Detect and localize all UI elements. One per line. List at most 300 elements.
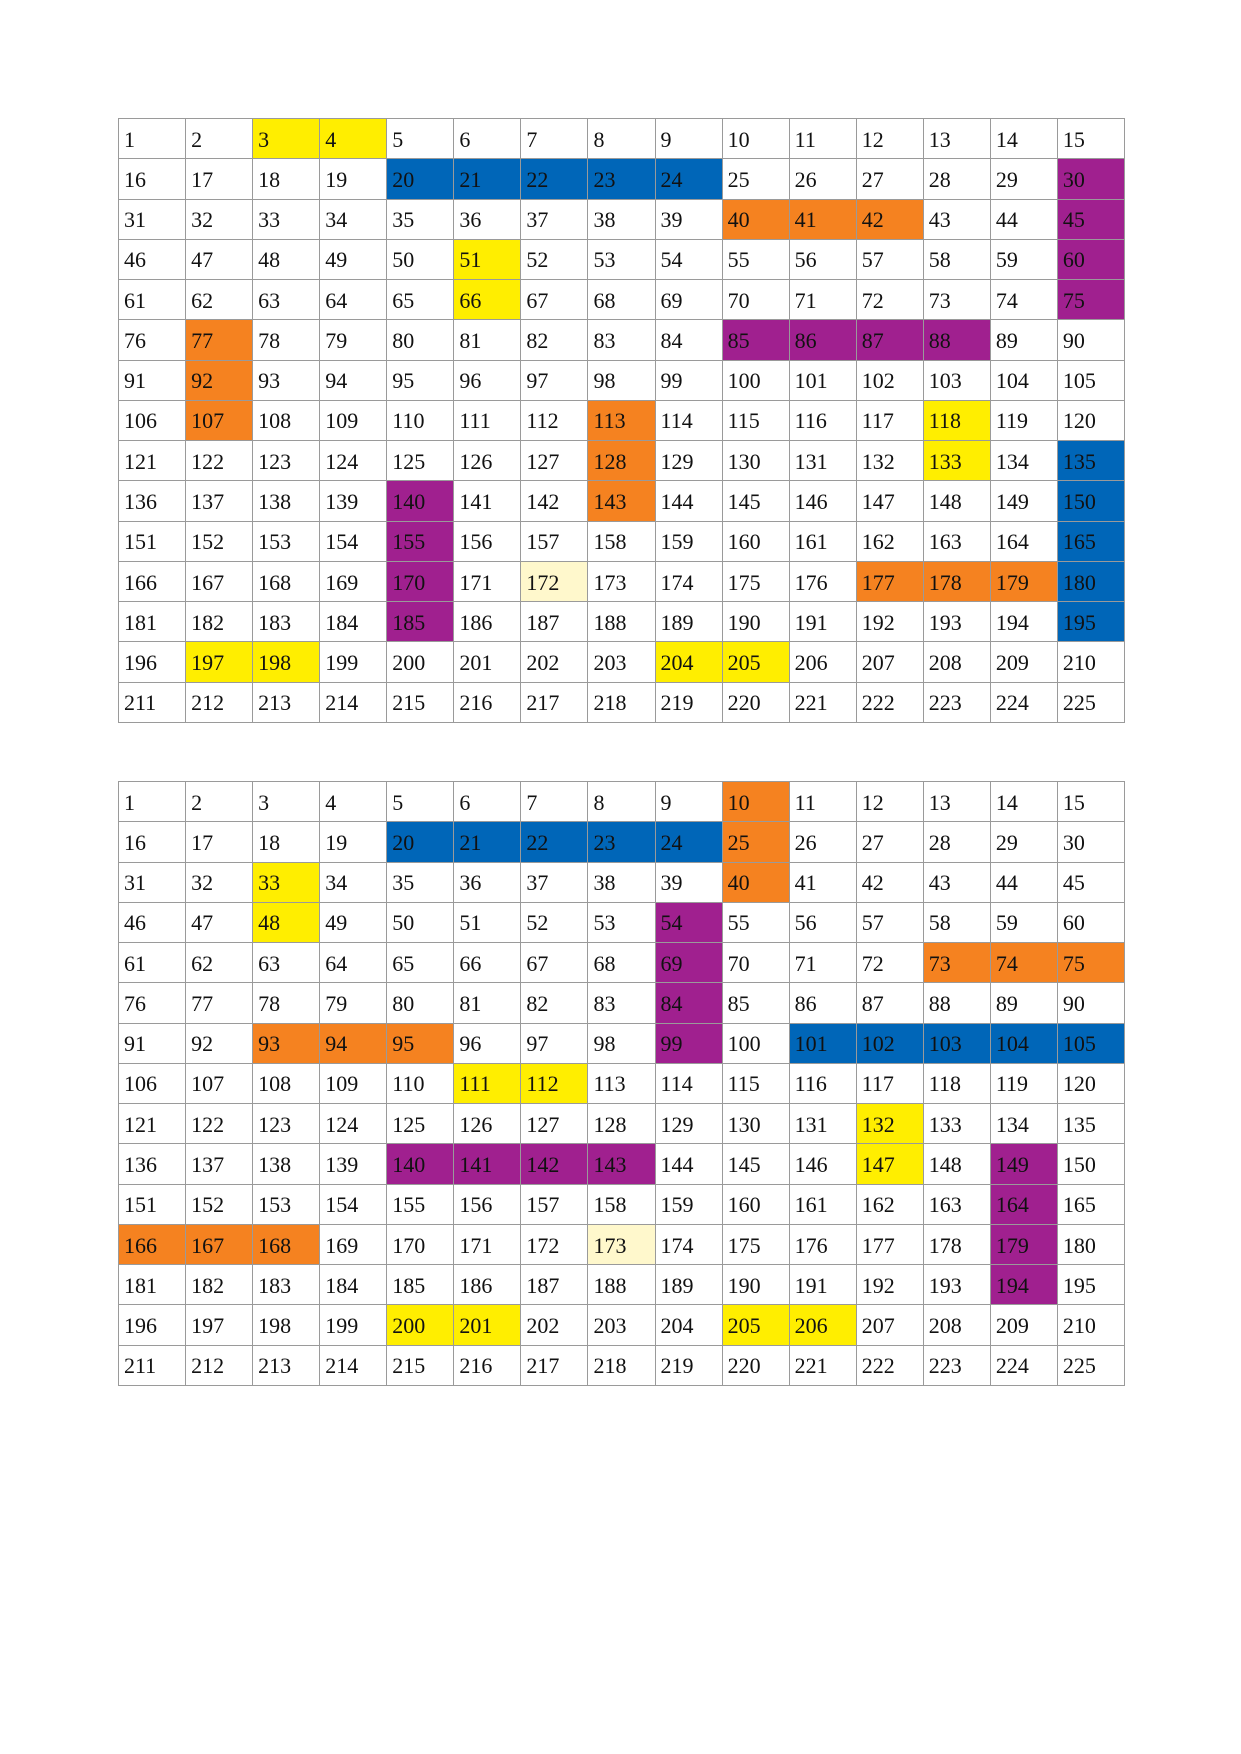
grid-cell: 106 — [119, 401, 186, 441]
highlighted-cell: 22 — [521, 822, 588, 862]
grid-cell: 47 — [186, 903, 253, 943]
grid-cell: 166 — [119, 562, 186, 602]
grid-cell: 98 — [588, 361, 655, 401]
grid-cell: 116 — [790, 1064, 857, 1104]
grid-cell: 219 — [656, 683, 723, 723]
grid-cell: 225 — [1058, 683, 1125, 723]
grid-cell: 57 — [857, 240, 924, 280]
highlighted-cell: 40 — [723, 863, 790, 903]
grid-cell: 215 — [387, 683, 454, 723]
grid-cell: 71 — [790, 280, 857, 320]
grid-cell: 124 — [320, 441, 387, 481]
grid-cell: 198 — [253, 1305, 320, 1345]
grid-cell: 175 — [723, 1225, 790, 1265]
grid-cell: 185 — [387, 1265, 454, 1305]
highlighted-cell: 165 — [1058, 522, 1125, 562]
grid-cell: 187 — [521, 602, 588, 642]
grid-cell: 8 — [588, 119, 655, 159]
highlighted-cell: 74 — [991, 943, 1058, 983]
highlighted-cell: 41 — [790, 200, 857, 240]
grid-cell: 134 — [991, 441, 1058, 481]
grid-cell: 164 — [991, 522, 1058, 562]
grid-cell: 119 — [991, 401, 1058, 441]
grid-cell: 141 — [454, 481, 521, 521]
grid-cell: 216 — [454, 1346, 521, 1386]
grid-cell: 43 — [924, 863, 991, 903]
grid-cell: 218 — [588, 1346, 655, 1386]
grid-cell: 16 — [119, 822, 186, 862]
grid-cell: 37 — [521, 863, 588, 903]
highlighted-cell: 197 — [186, 642, 253, 682]
highlighted-cell: 147 — [857, 1144, 924, 1184]
grid-cell: 131 — [790, 1104, 857, 1144]
grid-cell: 176 — [790, 562, 857, 602]
grid-cell: 70 — [723, 943, 790, 983]
highlighted-cell: 66 — [454, 280, 521, 320]
grid-cell: 115 — [723, 1064, 790, 1104]
grid-cell: 196 — [119, 642, 186, 682]
highlighted-cell: 107 — [186, 401, 253, 441]
grid-cell: 69 — [656, 280, 723, 320]
highlighted-cell: 185 — [387, 602, 454, 642]
grid-cell: 7 — [521, 782, 588, 822]
grid-cell: 26 — [790, 159, 857, 199]
grid-cell: 9 — [656, 119, 723, 159]
grid-cell: 209 — [991, 1305, 1058, 1345]
grid-cell: 8 — [588, 782, 655, 822]
highlighted-cell: 103 — [924, 1024, 991, 1064]
grid-cell: 1 — [119, 782, 186, 822]
grid-cell: 56 — [790, 903, 857, 943]
grid-cell: 59 — [991, 240, 1058, 280]
grid-cell: 59 — [991, 903, 1058, 943]
grid-cell: 112 — [521, 401, 588, 441]
grid-cell: 220 — [723, 1346, 790, 1386]
grid-cell: 37 — [521, 200, 588, 240]
grid-cell: 68 — [588, 280, 655, 320]
highlighted-cell: 21 — [454, 159, 521, 199]
grid-cell: 187 — [521, 1265, 588, 1305]
grid-cell: 96 — [454, 361, 521, 401]
grid-cell: 97 — [521, 361, 588, 401]
grid-cell: 28 — [924, 159, 991, 199]
grid-cell: 191 — [790, 602, 857, 642]
highlighted-cell: 86 — [790, 320, 857, 360]
grid-cell: 82 — [521, 983, 588, 1023]
highlighted-cell: 54 — [656, 903, 723, 943]
highlighted-cell: 135 — [1058, 441, 1125, 481]
grid-cell: 144 — [656, 1144, 723, 1184]
number-grid-2 — [118, 781, 1125, 1386]
grid-cell: 83 — [588, 320, 655, 360]
grid-cell: 220 — [723, 683, 790, 723]
highlighted-cell: 92 — [186, 361, 253, 401]
grid-cell: 208 — [924, 642, 991, 682]
grid-cell: 6 — [454, 119, 521, 159]
grid-cell: 62 — [186, 280, 253, 320]
highlighted-cell: 24 — [656, 822, 723, 862]
highlighted-cell: 142 — [521, 1144, 588, 1184]
grid-cell: 204 — [656, 1305, 723, 1345]
grid-cell: 126 — [454, 1104, 521, 1144]
grid-cell: 77 — [186, 983, 253, 1023]
grid-cell: 64 — [320, 280, 387, 320]
grid-cell: 58 — [924, 240, 991, 280]
grid-cell: 216 — [454, 683, 521, 723]
grid-cell: 155 — [387, 1185, 454, 1225]
grid-cell: 57 — [857, 903, 924, 943]
highlighted-cell: 143 — [588, 1144, 655, 1184]
grid-cell: 72 — [857, 943, 924, 983]
grid-cell: 46 — [119, 240, 186, 280]
grid-cell: 156 — [454, 522, 521, 562]
highlighted-cell: 30 — [1058, 159, 1125, 199]
grid-cell: 194 — [991, 602, 1058, 642]
grid-cell: 199 — [320, 1305, 387, 1345]
grid-cell: 135 — [1058, 1104, 1125, 1144]
grid-cell: 44 — [991, 863, 1058, 903]
grid-cell: 146 — [790, 1144, 857, 1184]
grid-cell: 171 — [454, 1225, 521, 1265]
grid-cell: 79 — [320, 983, 387, 1023]
grid-cell: 89 — [991, 983, 1058, 1023]
grid-cell: 29 — [991, 822, 1058, 862]
grid-cell: 104 — [991, 361, 1058, 401]
grid-cell: 145 — [723, 1144, 790, 1184]
highlighted-cell: 112 — [521, 1064, 588, 1104]
grid-cell: 17 — [186, 822, 253, 862]
grid-cell: 87 — [857, 983, 924, 1023]
grid-cell: 212 — [186, 683, 253, 723]
grid-cell: 161 — [790, 1185, 857, 1225]
grid-cell: 52 — [521, 240, 588, 280]
highlighted-cell: 143 — [588, 481, 655, 521]
grid-cell: 168 — [253, 562, 320, 602]
highlighted-cell: 25 — [723, 822, 790, 862]
highlighted-cell: 149 — [991, 1144, 1058, 1184]
grid-cell: 76 — [119, 320, 186, 360]
grid-cell: 19 — [320, 159, 387, 199]
grid-cell: 183 — [253, 602, 320, 642]
grid-cell: 61 — [119, 943, 186, 983]
grid-cell: 111 — [454, 401, 521, 441]
grid-cell: 127 — [521, 1104, 588, 1144]
grid-cell: 225 — [1058, 1346, 1125, 1386]
grid-cell: 123 — [253, 441, 320, 481]
highlighted-cell: 75 — [1058, 943, 1125, 983]
grid-cell: 218 — [588, 683, 655, 723]
grid-cell: 113 — [588, 1064, 655, 1104]
grid-cell: 83 — [588, 983, 655, 1023]
grid-cell: 106 — [119, 1064, 186, 1104]
grid-cell: 28 — [924, 822, 991, 862]
grid-cell: 131 — [790, 441, 857, 481]
highlighted-cell: 155 — [387, 522, 454, 562]
grid-cell: 36 — [454, 200, 521, 240]
grid-cell: 50 — [387, 903, 454, 943]
grid-cell: 172 — [521, 1225, 588, 1265]
grid-cell: 147 — [857, 481, 924, 521]
grid-cell: 2 — [186, 119, 253, 159]
grid-cell: 151 — [119, 1185, 186, 1225]
grid-cell: 162 — [857, 522, 924, 562]
grid-cell: 54 — [656, 240, 723, 280]
grid-cell: 109 — [320, 401, 387, 441]
highlighted-cell: 164 — [991, 1185, 1058, 1225]
highlighted-cell: 85 — [723, 320, 790, 360]
grid-cell: 67 — [521, 280, 588, 320]
grid-cell: 119 — [991, 1064, 1058, 1104]
grid-cell: 212 — [186, 1346, 253, 1386]
grid-cell: 162 — [857, 1185, 924, 1225]
grid-cell: 159 — [656, 1185, 723, 1225]
grid-cell: 12 — [857, 782, 924, 822]
grid-cell: 5 — [387, 119, 454, 159]
highlighted-cell: 24 — [656, 159, 723, 199]
grid-cell: 200 — [387, 642, 454, 682]
grid-cell: 152 — [186, 522, 253, 562]
grid-cell: 130 — [723, 1104, 790, 1144]
highlighted-cell: 23 — [588, 159, 655, 199]
grid-cell: 45 — [1058, 863, 1125, 903]
highlighted-cell: 179 — [991, 1225, 1058, 1265]
grid-cell: 139 — [320, 1144, 387, 1184]
grid-cell: 217 — [521, 683, 588, 723]
grid-cell: 44 — [991, 200, 1058, 240]
grid-cell: 5 — [387, 782, 454, 822]
grid-cell: 203 — [588, 642, 655, 682]
grid-cell: 154 — [320, 1185, 387, 1225]
grid-cell: 43 — [924, 200, 991, 240]
grid-cell: 148 — [924, 481, 991, 521]
grid-cell: 153 — [253, 1185, 320, 1225]
grid-cell: 174 — [656, 1225, 723, 1265]
grid-cell: 207 — [857, 642, 924, 682]
grid-cell: 55 — [723, 240, 790, 280]
highlighted-cell: 3 — [253, 119, 320, 159]
grid-cell: 188 — [588, 602, 655, 642]
grid-cell: 156 — [454, 1185, 521, 1225]
grid-cell: 223 — [924, 1346, 991, 1386]
grid-cell: 68 — [588, 943, 655, 983]
highlighted-cell: 23 — [588, 822, 655, 862]
grid-cell: 209 — [991, 642, 1058, 682]
grid-cell: 53 — [588, 903, 655, 943]
highlighted-cell: 200 — [387, 1305, 454, 1345]
grid-cell: 195 — [1058, 1265, 1125, 1305]
grid-cell: 184 — [320, 1265, 387, 1305]
grid-cell: 193 — [924, 602, 991, 642]
grid-cell: 94 — [320, 361, 387, 401]
grid-cell: 27 — [857, 159, 924, 199]
grid-cell: 122 — [186, 1104, 253, 1144]
grid-cell: 170 — [387, 1225, 454, 1265]
grid-cell: 1 — [119, 119, 186, 159]
grid-cell: 3 — [253, 782, 320, 822]
grid-cell: 92 — [186, 1024, 253, 1064]
grid-cell: 161 — [790, 522, 857, 562]
grid-cell: 199 — [320, 642, 387, 682]
grid-cell: 137 — [186, 1144, 253, 1184]
grid-cell: 62 — [186, 943, 253, 983]
grid-cell: 118 — [924, 1064, 991, 1104]
grid-cell: 56 — [790, 240, 857, 280]
grid-cell: 154 — [320, 522, 387, 562]
highlighted-cell: 111 — [454, 1064, 521, 1104]
highlighted-cell: 40 — [723, 200, 790, 240]
grid-cell: 186 — [454, 602, 521, 642]
grid-cell: 138 — [253, 1144, 320, 1184]
grid-cell: 158 — [588, 1185, 655, 1225]
grid-cell: 213 — [253, 683, 320, 723]
grid-cell: 159 — [656, 522, 723, 562]
grid-cell: 102 — [857, 361, 924, 401]
grid-cell: 211 — [119, 683, 186, 723]
highlighted-cell: 201 — [454, 1305, 521, 1345]
grid-cell: 49 — [320, 240, 387, 280]
grid-cell: 136 — [119, 481, 186, 521]
grid-cell: 39 — [656, 863, 723, 903]
grid-cell: 213 — [253, 1346, 320, 1386]
highlighted-cell: 21 — [454, 822, 521, 862]
grid-cell: 72 — [857, 280, 924, 320]
grid-cell: 81 — [454, 983, 521, 1023]
grid-cell: 80 — [387, 983, 454, 1023]
highlighted-cell: 178 — [924, 562, 991, 602]
grid-cell: 142 — [521, 481, 588, 521]
highlighted-cell: 132 — [857, 1104, 924, 1144]
grid-cell: 101 — [790, 361, 857, 401]
grid-cell: 123 — [253, 1104, 320, 1144]
grid-cell: 86 — [790, 983, 857, 1023]
grid-cell: 206 — [790, 642, 857, 682]
highlighted-cell: 33 — [253, 863, 320, 903]
grid-cell: 219 — [656, 1346, 723, 1386]
grid-cell: 130 — [723, 441, 790, 481]
grid-cell: 224 — [991, 683, 1058, 723]
highlighted-cell: 173 — [588, 1225, 655, 1265]
grid-cell: 91 — [119, 1024, 186, 1064]
grid-cell: 47 — [186, 240, 253, 280]
grid-cell: 129 — [656, 441, 723, 481]
grid-cell: 178 — [924, 1225, 991, 1265]
grid-cell: 41 — [790, 863, 857, 903]
grid-cell: 38 — [588, 200, 655, 240]
highlighted-cell: 60 — [1058, 240, 1125, 280]
grid-cell: 152 — [186, 1185, 253, 1225]
grid-cell: 14 — [991, 119, 1058, 159]
grid-cell: 180 — [1058, 1225, 1125, 1265]
grid-cell: 151 — [119, 522, 186, 562]
grid-cell: 153 — [253, 522, 320, 562]
highlighted-cell: 77 — [186, 320, 253, 360]
highlighted-cell: 101 — [790, 1024, 857, 1064]
grid-cell: 70 — [723, 280, 790, 320]
grid-cell: 177 — [857, 1225, 924, 1265]
grid-cell: 192 — [857, 1265, 924, 1305]
highlighted-cell: 48 — [253, 903, 320, 943]
highlighted-cell: 99 — [656, 1024, 723, 1064]
grid-cell: 149 — [991, 481, 1058, 521]
grid-cell: 160 — [723, 1185, 790, 1225]
grid-cell: 52 — [521, 903, 588, 943]
grid-cell: 157 — [521, 1185, 588, 1225]
grid-cell: 25 — [723, 159, 790, 199]
grid-cell: 64 — [320, 943, 387, 983]
grid-cell: 128 — [588, 1104, 655, 1144]
number-grid-1 — [118, 118, 1125, 723]
grid-cell: 31 — [119, 863, 186, 903]
grid-cell: 165 — [1058, 1185, 1125, 1225]
grid-cell: 66 — [454, 943, 521, 983]
grid-cell: 95 — [387, 361, 454, 401]
grid-cell: 51 — [454, 903, 521, 943]
grid-cell: 190 — [723, 1265, 790, 1305]
grid-cell: 171 — [454, 562, 521, 602]
grid-cell: 146 — [790, 481, 857, 521]
grid-cell: 34 — [320, 200, 387, 240]
grid-cell: 163 — [924, 1185, 991, 1225]
highlighted-cell: 22 — [521, 159, 588, 199]
grid-cell: 116 — [790, 401, 857, 441]
grid-cell: 61 — [119, 280, 186, 320]
grid-cell: 32 — [186, 863, 253, 903]
grid-cell: 55 — [723, 903, 790, 943]
grid-cell: 125 — [387, 1104, 454, 1144]
highlighted-cell: 206 — [790, 1305, 857, 1345]
highlighted-cell: 113 — [588, 401, 655, 441]
grid-cell: 138 — [253, 481, 320, 521]
highlighted-cell: 69 — [656, 943, 723, 983]
grid-cell: 214 — [320, 683, 387, 723]
grid-cell: 60 — [1058, 903, 1125, 943]
grid-cell: 221 — [790, 1346, 857, 1386]
grid-cell: 211 — [119, 1346, 186, 1386]
highlighted-cell: 128 — [588, 441, 655, 481]
grid-cell: 222 — [857, 1346, 924, 1386]
grid-cell: 63 — [253, 280, 320, 320]
grid-cell: 9 — [656, 782, 723, 822]
grid-cell: 35 — [387, 200, 454, 240]
grid-cell: 115 — [723, 401, 790, 441]
highlighted-cell: 84 — [656, 983, 723, 1023]
grid-cell: 129 — [656, 1104, 723, 1144]
grid-cell: 91 — [119, 361, 186, 401]
grid-cell: 100 — [723, 1024, 790, 1064]
grid-cell: 169 — [320, 562, 387, 602]
grid-cell: 88 — [924, 983, 991, 1023]
highlighted-cell: 118 — [924, 401, 991, 441]
grid-cell: 148 — [924, 1144, 991, 1184]
grid-cell: 210 — [1058, 1305, 1125, 1345]
grid-cell: 224 — [991, 1346, 1058, 1386]
grid-cell: 182 — [186, 602, 253, 642]
grid-cell: 169 — [320, 1225, 387, 1265]
grid-cell: 19 — [320, 822, 387, 862]
grid-cell: 214 — [320, 1346, 387, 1386]
highlighted-cell: 93 — [253, 1024, 320, 1064]
grid-cell: 50 — [387, 240, 454, 280]
grid-cell: 10 — [723, 119, 790, 159]
grid-cell: 181 — [119, 602, 186, 642]
grid-cell: 188 — [588, 1265, 655, 1305]
grid-cell: 150 — [1058, 1144, 1125, 1184]
grid-cell: 73 — [924, 280, 991, 320]
grid-cell: 110 — [387, 1064, 454, 1104]
grid-cell: 11 — [790, 782, 857, 822]
grid-cell: 210 — [1058, 642, 1125, 682]
grid-cell: 125 — [387, 441, 454, 481]
